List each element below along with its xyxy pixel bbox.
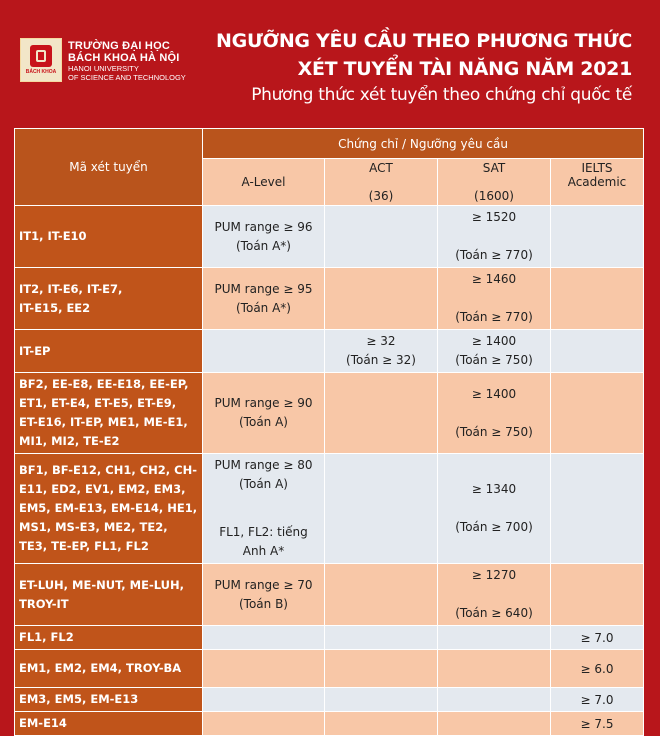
alevel-cell	[203, 626, 325, 650]
sat-cell	[438, 712, 551, 736]
sat-cell	[438, 650, 551, 688]
sat-cell	[438, 626, 551, 650]
alevel-cell	[203, 330, 325, 373]
row-code: EM1, EM2, EM4, TROY-BA	[15, 650, 203, 688]
alevel-cell	[203, 650, 325, 688]
sat-cell	[438, 688, 551, 712]
column-header-act: ACT (36)	[325, 159, 438, 206]
page-title-line1: NGƯỠNG YÊU CẦU THEO PHƯƠNG THỨC	[216, 30, 632, 52]
act-cell	[325, 626, 438, 650]
sat-cell: ≥ 1400 (Toán ≥ 750)	[438, 330, 551, 373]
alevel-cell: PUM range ≥ 96 (Toán A*)	[203, 206, 325, 268]
university-name-en-line1: HANOI UNIVERSITY	[68, 64, 139, 73]
act-cell	[325, 373, 438, 454]
page-title-line2: XÉT TUYỂN TÀI NĂNG NĂM 2021	[297, 58, 632, 80]
university-logo	[20, 38, 62, 82]
ielts-cell	[551, 330, 644, 373]
column-header-ielts: IELTS Academic	[551, 159, 644, 206]
act-cell	[325, 268, 438, 330]
row-code: EM3, EM5, EM-E13	[15, 688, 203, 712]
sat-cell: ≥ 1460 (Toán ≥ 770)	[438, 268, 551, 330]
logo-text: BÁCH KHOA	[25, 69, 57, 75]
column-header-sat: SAT (1600)	[438, 159, 551, 206]
sat-cell: ≥ 1520 (Toán ≥ 770)	[438, 206, 551, 268]
university-name-vi-line2: BÁCH KHOA HÀ NỘI	[68, 52, 180, 64]
column-header-code: Mã xét tuyển	[15, 129, 203, 206]
ielts-cell	[551, 454, 644, 564]
table-row	[15, 268, 644, 330]
table-row	[15, 564, 644, 626]
ielts-cell	[551, 373, 644, 454]
page-header	[0, 0, 660, 125]
row-code: ET-LUH, ME-NUT, ME-LUH, TROY-IT	[15, 564, 203, 626]
ielts-cell: ≥ 6.0	[551, 650, 644, 688]
requirements-table	[14, 128, 644, 736]
logo-seal-icon	[30, 45, 52, 67]
row-code: BF2, EE-E8, EE-E18, EE-EP, ET1, ET-E4, ET-E5, ET-E9, ET-E16, IT-EP, ME1, ME-E1, MI1, MI2, TE-E2	[15, 373, 203, 454]
ielts-cell: ≥ 7.0	[551, 688, 644, 712]
university-name-en-line2: OF SCIENCE AND TECHNOLOGY	[68, 73, 186, 82]
table-row	[15, 454, 644, 564]
alevel-cell: PUM range ≥ 90 (Toán A)	[203, 373, 325, 454]
ielts-cell	[551, 268, 644, 330]
sat-cell: ≥ 1400 (Toán ≥ 750)	[438, 373, 551, 454]
row-code: BF1, BF-E12, CH1, CH2, CH-E11, ED2, EV1, EM2, EM3, EM5, EM-E13, EM-E14, HE1, MS1, MS-E3, ME2, TE2, TE3, TE-EP, FL1, FL2	[15, 454, 203, 564]
ielts-cell: ≥ 7.5	[551, 712, 644, 736]
act-cell	[325, 712, 438, 736]
alevel-cell	[203, 688, 325, 712]
page-subtitle: Phương thức xét tuyển theo chứng chỉ quốc tế	[251, 85, 632, 105]
table-row	[15, 688, 644, 712]
act-cell: ≥ 32 (Toán ≥ 32)	[325, 330, 438, 373]
row-code: IT-EP	[15, 330, 203, 373]
ielts-cell	[551, 564, 644, 626]
table-row	[15, 712, 644, 736]
row-code: IT2, IT-E6, IT-E7, IT-E15, EE2	[15, 268, 203, 330]
table-row	[15, 330, 644, 373]
row-code: FL1, FL2	[15, 626, 203, 650]
ielts-cell: ≥ 7.0	[551, 626, 644, 650]
table-row	[15, 626, 644, 650]
alevel-cell: PUM range ≥ 80 (Toán A) FL1, FL2: tiếng Anh A*	[203, 454, 325, 564]
row-code: IT1, IT-E10	[15, 206, 203, 268]
column-group-header: Chứng chỉ / Ngưỡng yêu cầu	[203, 129, 644, 159]
act-cell	[325, 454, 438, 564]
act-cell	[325, 688, 438, 712]
column-header-alevel: A-Level	[203, 159, 325, 206]
alevel-cell	[203, 712, 325, 736]
university-name	[68, 40, 186, 82]
alevel-cell: PUM range ≥ 70 (Toán B)	[203, 564, 325, 626]
alevel-cell: PUM range ≥ 95 (Toán A*)	[203, 268, 325, 330]
act-cell	[325, 206, 438, 268]
table-row	[15, 373, 644, 454]
table-row	[15, 650, 644, 688]
act-cell	[325, 650, 438, 688]
ielts-cell	[551, 206, 644, 268]
university-name-vi-line1: TRƯỜNG ĐẠI HỌC	[68, 40, 170, 52]
row-code: EM-E14	[15, 712, 203, 736]
act-cell	[325, 564, 438, 626]
table-row	[15, 206, 644, 268]
sat-cell: ≥ 1270 (Toán ≥ 640)	[438, 564, 551, 626]
sat-cell: ≥ 1340 (Toán ≥ 700)	[438, 454, 551, 564]
